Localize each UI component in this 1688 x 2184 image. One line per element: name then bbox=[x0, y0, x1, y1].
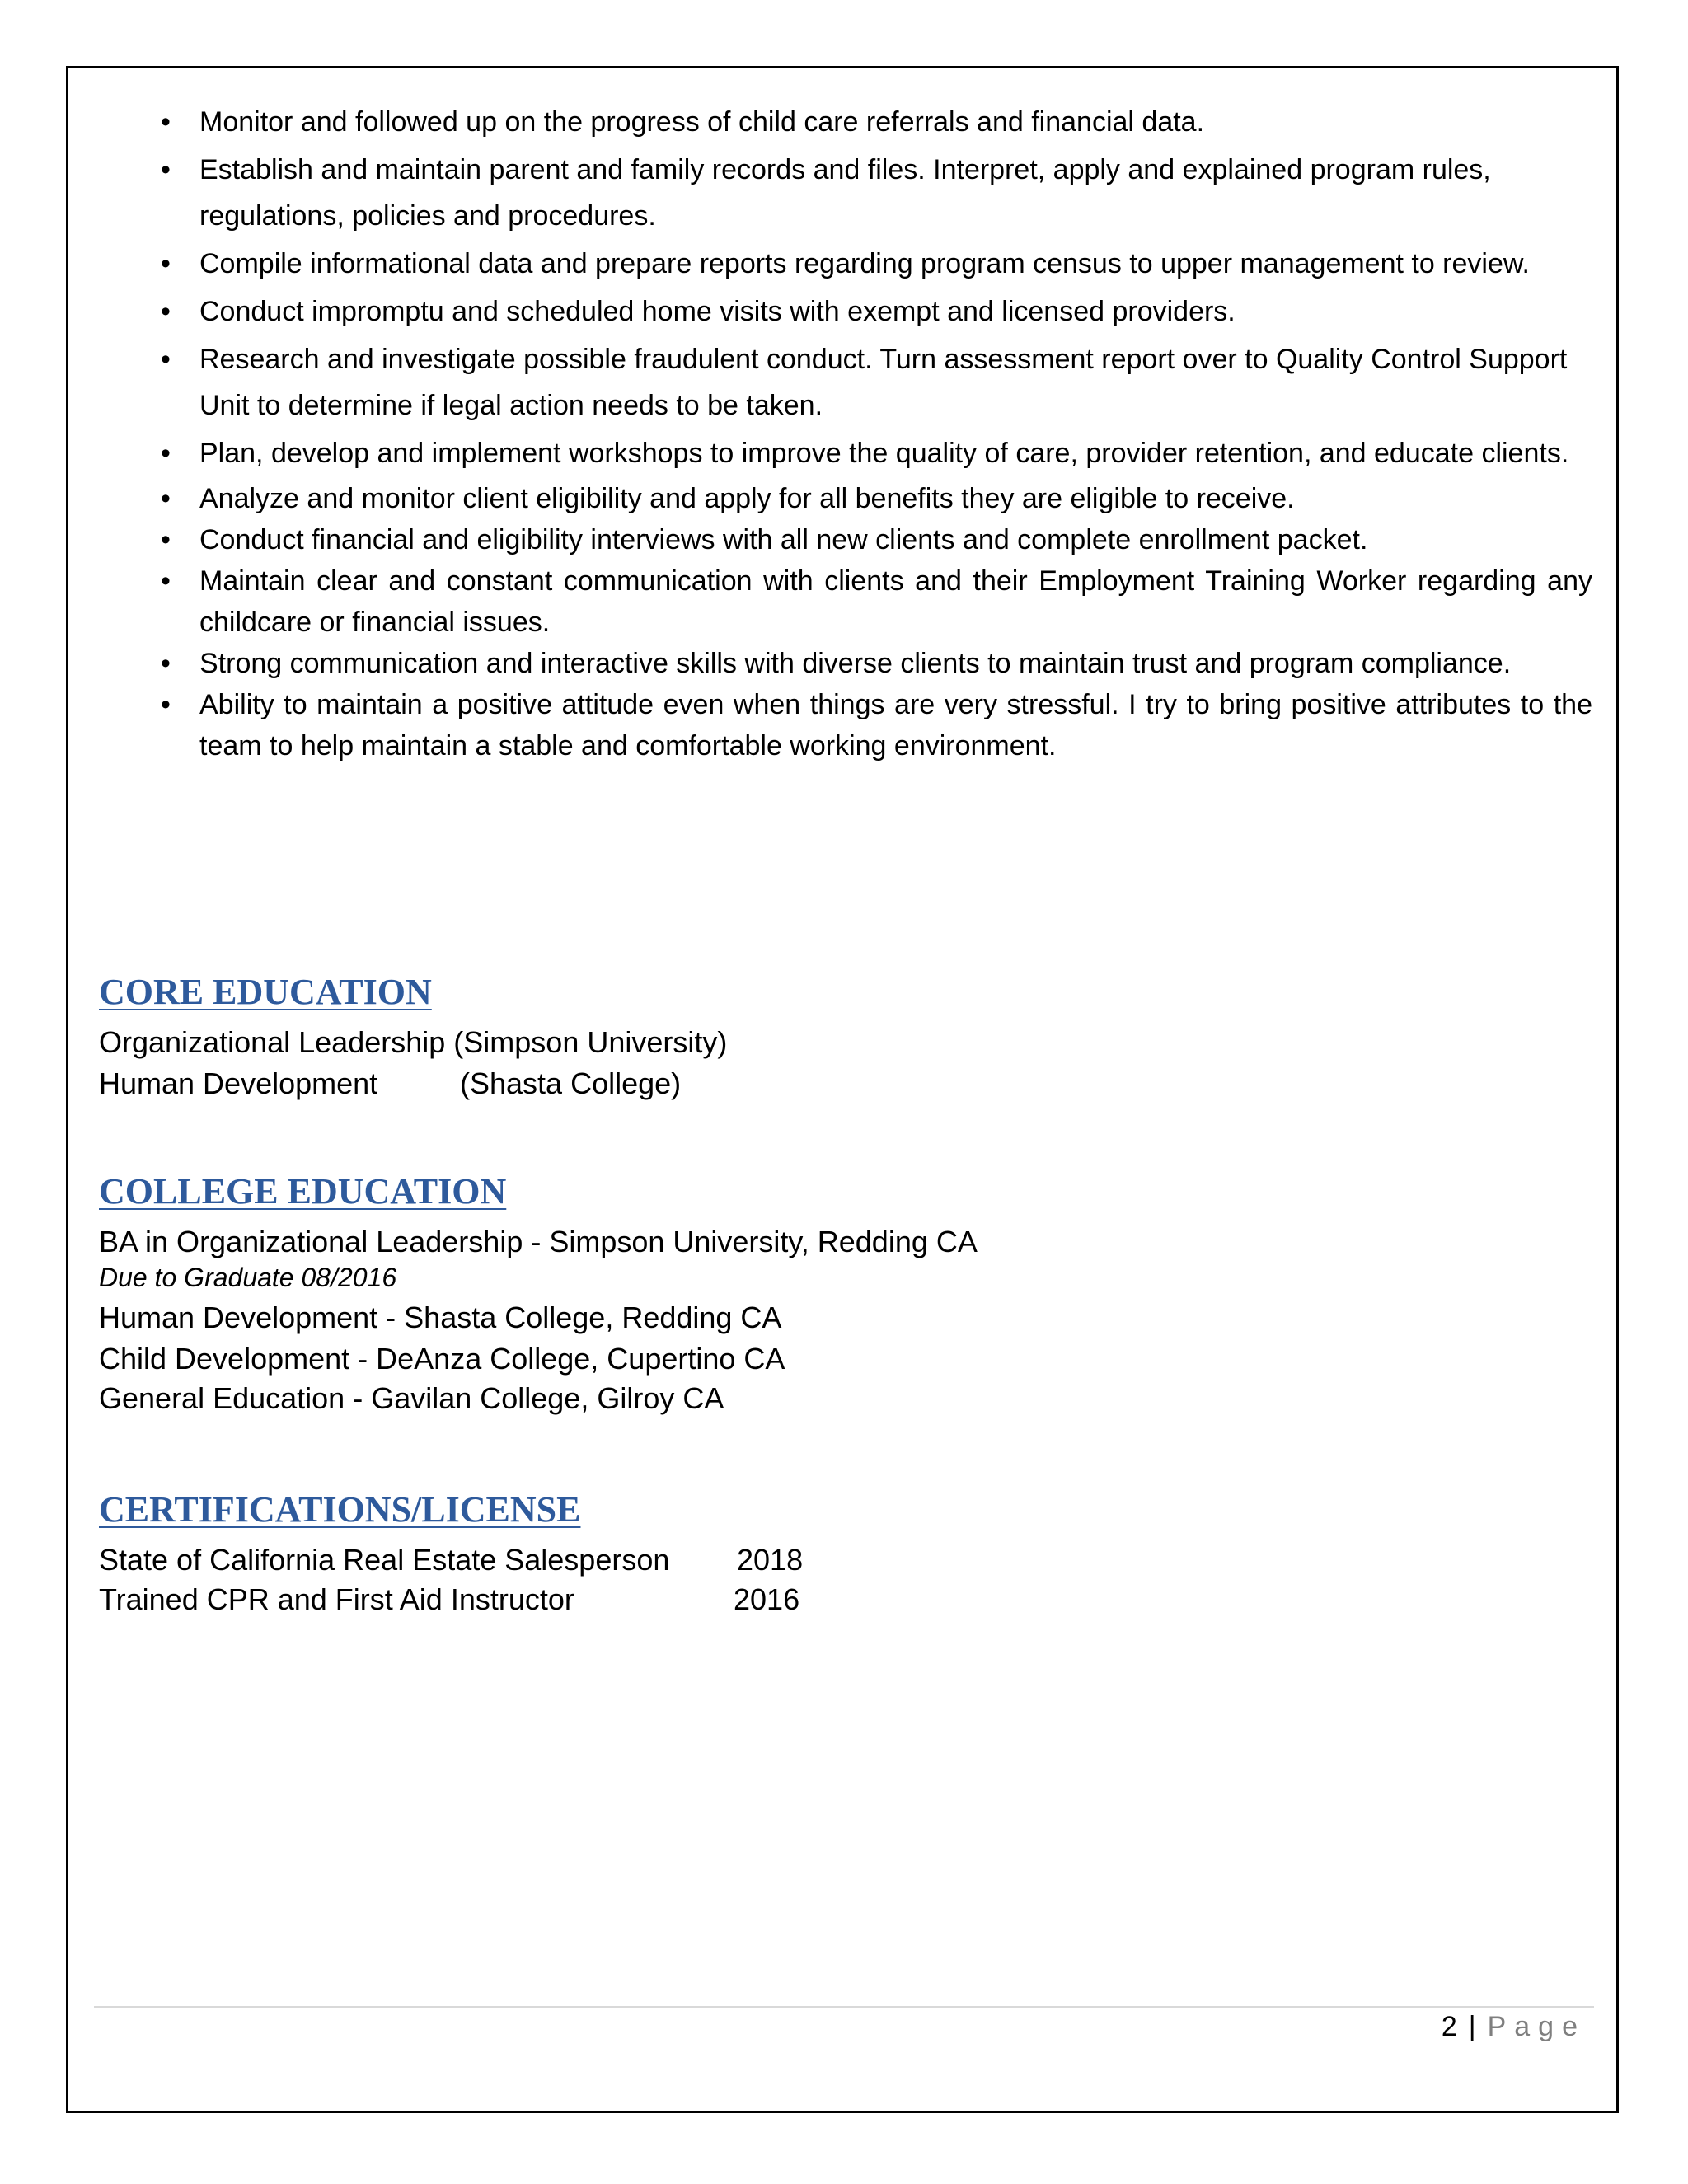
bullet-icon: • bbox=[161, 483, 171, 514]
bullet-icon: • bbox=[161, 648, 171, 679]
college-education-heading: COLLEGE EDUCATION bbox=[99, 1171, 507, 1212]
list-item bbox=[99, 336, 1592, 429]
certification-name: Trained CPR and First Aid Instructor bbox=[99, 1582, 574, 1616]
bullet-text: Maintain clear and constant communication with clients and their Employment Training Worker regarding any childcare or financial issues. bbox=[199, 565, 1592, 638]
bullet-text: Monitor and followed up on the progress of child care referrals and financial data. bbox=[199, 106, 1205, 138]
core-education-item bbox=[99, 1025, 727, 1060]
certification-name: State of California Real Estate Salesperson bbox=[99, 1543, 670, 1577]
bullet-icon: • bbox=[161, 344, 171, 375]
certifications-heading: CERTIFICATIONS/LICENSE bbox=[99, 1489, 581, 1530]
core-education-heading: CORE EDUCATION bbox=[99, 972, 432, 1012]
certification-year: 2018 bbox=[737, 1543, 804, 1577]
certification-item bbox=[99, 1543, 804, 1577]
certification-year: 2016 bbox=[734, 1582, 800, 1616]
bullet-text: Compile informational data and prepare reports regarding program census to upper management to review. bbox=[199, 248, 1531, 279]
certification-item bbox=[99, 1582, 800, 1617]
page-footer bbox=[1442, 2011, 1586, 2043]
list-item bbox=[99, 478, 1592, 519]
college-education-item: Child Development - DeAnza College, Cupertino CA bbox=[99, 1342, 785, 1376]
list-item bbox=[99, 430, 1592, 476]
core-education-item bbox=[99, 1066, 682, 1101]
bullet-icon: • bbox=[161, 296, 171, 327]
college-degree: BA in Organizational Leadership - Simpson University, Redding CA bbox=[99, 1225, 978, 1258]
college-education-item: General Education - Gavilan College, Gilroy CA bbox=[99, 1381, 724, 1415]
core-subject: Human Development bbox=[99, 1066, 378, 1100]
responsibilities-list bbox=[99, 99, 1592, 766]
footer-rule bbox=[94, 2006, 1594, 2008]
college-education-item: Human Development - Shasta College, Redding CA bbox=[99, 1301, 782, 1334]
bullet-icon: • bbox=[161, 106, 171, 138]
bullet-text: Ability to maintain a positive attitude even when things are very stressful. I try to bring positive attributes to the team to help maintain a stable and comfortable working environment. bbox=[199, 689, 1592, 762]
bullet-text: Conduct financial and eligibility interviews with all new clients and complete enrollment packet. bbox=[199, 524, 1368, 555]
bullet-icon: • bbox=[161, 565, 171, 597]
bullet-text: Research and investigate possible fraudulent conduct. Turn assessment report over to Quality Control Support Unit to determine if legal action needs to be taken. bbox=[199, 344, 1568, 421]
bullet-text: Establish and maintain parent and family records and files. Interpret, apply and explained program rules, regulations, policies and procedures. bbox=[199, 154, 1491, 232]
core-school: (Simpson University) bbox=[453, 1025, 728, 1059]
bullet-icon: • bbox=[161, 689, 171, 720]
bullet-text: Analyze and monitor client eligibility and apply for all benefits they are eligible to receive. bbox=[199, 483, 1295, 514]
list-item bbox=[99, 241, 1592, 287]
core-school: (Shasta College) bbox=[460, 1066, 682, 1100]
core-subject: Organizational Leadership bbox=[99, 1025, 446, 1059]
page-number: 2 bbox=[1441, 2011, 1457, 2042]
bullet-icon: • bbox=[161, 524, 171, 555]
footer-separator: | bbox=[1468, 2011, 1476, 2042]
list-item bbox=[99, 684, 1592, 766]
bullet-icon: • bbox=[161, 154, 171, 185]
list-item bbox=[99, 643, 1592, 684]
list-item bbox=[99, 288, 1592, 335]
bullet-text: Strong communication and interactive skills with diverse clients to maintain trust and program compliance. bbox=[199, 648, 1512, 679]
list-item bbox=[99, 560, 1592, 643]
list-item bbox=[99, 99, 1592, 145]
bullet-icon: • bbox=[161, 248, 171, 279]
bullet-text: Conduct impromptu and scheduled home visits with exempt and licensed providers. bbox=[199, 296, 1236, 327]
bullet-text: Plan, develop and implement workshops to improve the quality of care, provider retention, and educate clients. bbox=[199, 438, 1569, 469]
bullet-icon: • bbox=[161, 438, 171, 469]
graduation-note: Due to Graduate 08/2016 bbox=[99, 1263, 397, 1292]
page-label: Page bbox=[1487, 2011, 1586, 2042]
list-item bbox=[99, 147, 1592, 239]
list-item bbox=[99, 519, 1592, 560]
